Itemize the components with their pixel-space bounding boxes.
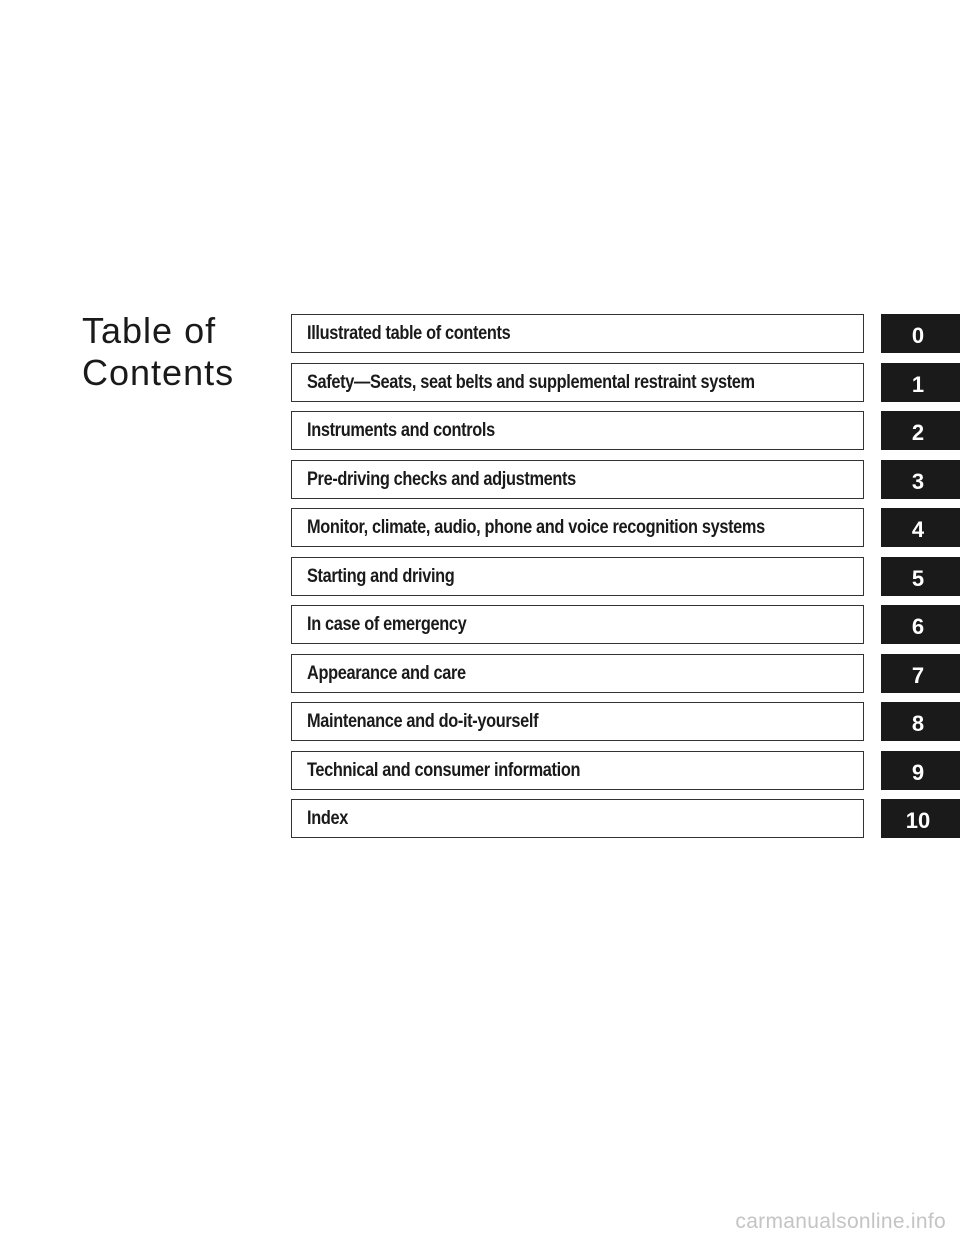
toc-item-label: Illustrated table of contents: [307, 323, 511, 344]
toc-item-label: Instruments and controls: [307, 420, 495, 441]
toc-item-box[interactable]: [291, 751, 864, 790]
section-tab-9[interactable]: 9: [881, 751, 960, 790]
section-tab-2[interactable]: 2: [881, 411, 960, 450]
page-title-line-1: Table of: [82, 310, 217, 351]
toc-item-label: Technical and consumer information: [307, 759, 581, 781]
toc-item-box[interactable]: [291, 363, 864, 402]
section-tab-0[interactable]: 0: [881, 314, 960, 353]
toc-item-label: Appearance and care: [307, 662, 466, 684]
toc-item-emergency[interactable]: [291, 605, 960, 644]
toc-item-technical-consumer[interactable]: [291, 751, 960, 790]
toc-item-starting-driving[interactable]: [291, 557, 960, 596]
toc-item-box[interactable]: [291, 654, 864, 693]
toc-item-index[interactable]: [291, 799, 960, 838]
toc-item-label: Monitor, climate, audio, phone and voice recognition systems: [307, 517, 765, 538]
toc-item-label: Starting and driving: [307, 565, 455, 587]
toc-list: [291, 314, 960, 848]
toc-item-safety[interactable]: [291, 363, 960, 402]
section-tab-6[interactable]: 6: [881, 605, 960, 644]
toc-item-illustrated-contents[interactable]: [291, 314, 960, 353]
toc-item-label: Index: [307, 808, 348, 829]
page-title: [82, 310, 262, 394]
section-tab-8[interactable]: 8: [881, 702, 960, 741]
toc-item-instruments[interactable]: [291, 411, 960, 450]
toc-item-maintenance[interactable]: [291, 702, 960, 741]
toc-item-box[interactable]: [291, 314, 864, 353]
toc-item-pre-driving[interactable]: [291, 460, 960, 499]
toc-item-box[interactable]: [291, 460, 864, 499]
section-tab-4[interactable]: 4: [881, 508, 960, 547]
site-watermark: carmanualsonline.info: [735, 1210, 946, 1233]
toc-item-box[interactable]: [291, 702, 864, 741]
toc-item-label: Safety—Seats, seat belts and supplemental restraint system: [307, 371, 755, 393]
toc-item-label: Maintenance and do-it-yourself: [307, 711, 539, 732]
toc-item-label: In case of emergency: [307, 614, 467, 635]
section-tab-10[interactable]: 10: [881, 799, 960, 838]
toc-item-box[interactable]: [291, 411, 864, 450]
page-title-line-2: Contents: [82, 352, 235, 393]
section-tab-1[interactable]: 1: [881, 363, 960, 402]
toc-item-box[interactable]: [291, 557, 864, 596]
toc-item-label: Pre-driving checks and adjustments: [307, 468, 576, 490]
section-tab-7[interactable]: 7: [881, 654, 960, 693]
toc-item-box[interactable]: [291, 508, 864, 547]
section-tab-5[interactable]: 5: [881, 557, 960, 596]
toc-item-appearance-care[interactable]: [291, 654, 960, 693]
toc-item-box[interactable]: [291, 605, 864, 644]
toc-item-monitor-climate-audio[interactable]: [291, 508, 960, 547]
section-tab-3[interactable]: 3: [881, 460, 960, 499]
toc-item-box[interactable]: [291, 799, 864, 838]
